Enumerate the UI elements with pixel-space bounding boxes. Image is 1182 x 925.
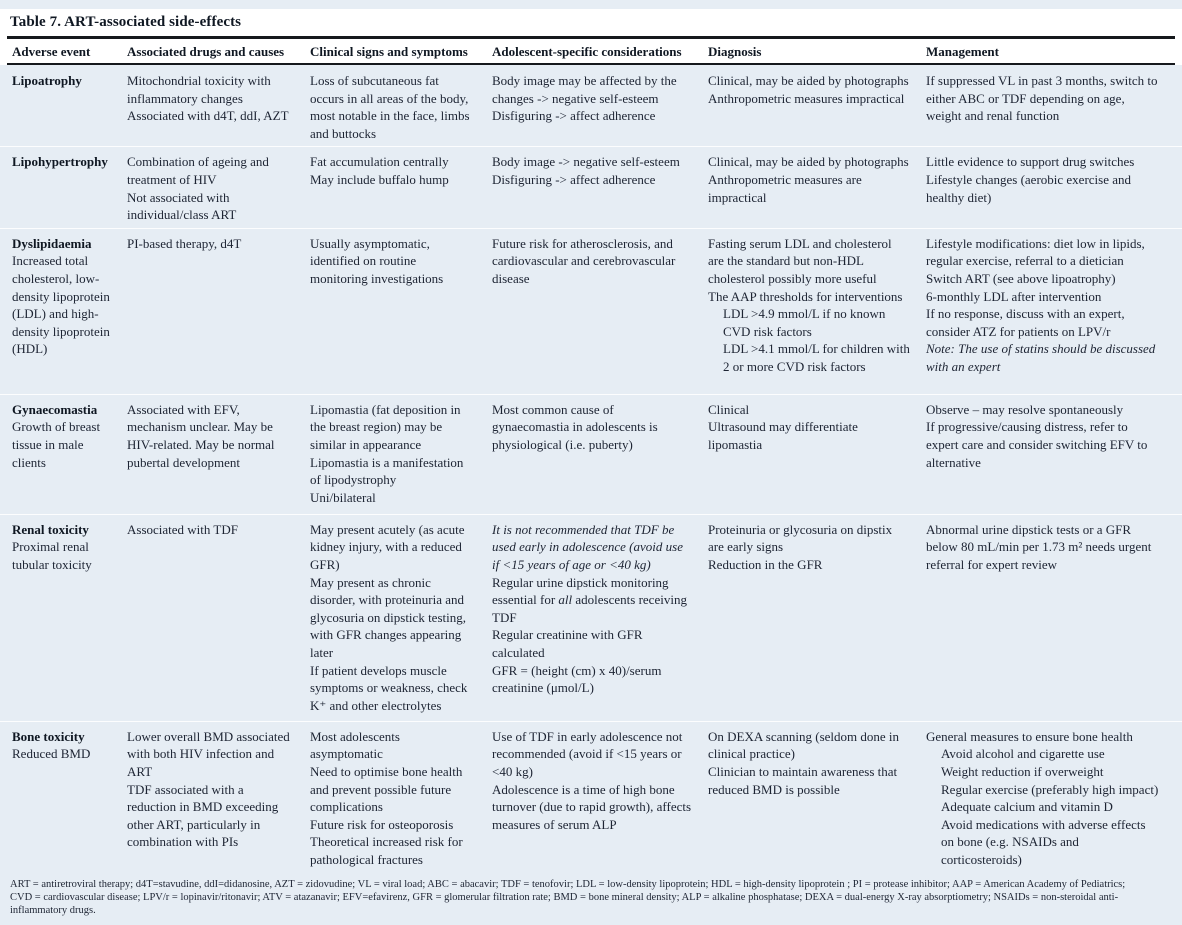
- cell-clinical-signs: [310, 401, 492, 510]
- text-line: Fat accumulation centrally: [310, 154, 449, 170]
- cell-diagnosis: [708, 728, 926, 869]
- table-row-lipohypertrophy: [0, 146, 1182, 227]
- text-line: Dyslipidaemia: [12, 235, 92, 251]
- cell-drugs-causes: [127, 153, 310, 223]
- footnote-line: CVD = cardiovascular disease; LPV/r = lopinavir/ritonavir; ATV = atazanavir; EFV=efavirenz, GFR = glomerular filtration rate; BMD = bone mineral density; ALP = alkaline phosphatase; DEXA = dual-energy X-ray absorptiometry; NSAIDs = non-steroidal anti-inflammatory drugs.: [10, 891, 1119, 916]
- text-line: May present acutely (as acute kidney injury, with a reduced GFR): [310, 521, 465, 572]
- text-line: Growth of breast tissue in male clients: [12, 419, 101, 470]
- text-line: Future risk for atherosclerosis, and cardiovascular and cerebrovascular disease: [492, 235, 676, 286]
- text-line: Little evidence to support drug switches: [926, 154, 1135, 170]
- text-line: Clinical: [708, 401, 750, 417]
- table-header-row: [0, 39, 1182, 63]
- table-footnotes: [0, 873, 1182, 925]
- cell-adverse-event: [12, 521, 127, 717]
- text-line: Loss of subcutaneous fat occurs in all areas of the body, most notable in the face, limbs and buttocks: [310, 73, 470, 141]
- text-line: Abnormal urine dipstick tests or a GFR below 80 mL/min per 1.73 m² needs urgent referral for expert review: [926, 521, 1152, 572]
- cell-management: [926, 521, 1176, 717]
- text-line: Switch ART (see above lipoatrophy): [926, 270, 1116, 286]
- cell-clinical-signs: [310, 521, 492, 717]
- text-line: Bone toxicity: [12, 728, 85, 744]
- cell-adverse-event: [12, 153, 127, 223]
- cell-drugs-causes: [127, 72, 310, 142]
- cell-clinical-signs: [310, 728, 492, 869]
- text-line: Lipoatrophy: [12, 73, 82, 88]
- text-line: Ultrasound may differentiate lipomastia: [708, 419, 858, 452]
- text-line: GFR = (height (cm) x 40)/serum creatinine (μmol/L): [492, 662, 662, 696]
- text-line: Clinical, may be aided by photographs: [708, 73, 909, 88]
- text-line: 6-monthly LDL after intervention: [926, 288, 1102, 304]
- text-line: Gynaecomastia: [12, 401, 98, 417]
- text-line: Regular exercise (preferably high impact): [941, 781, 1159, 797]
- text-line: Lipomastia (fat deposition in the breast region) may be similar in appearance: [310, 401, 461, 452]
- text-line: Most common cause of gynaecomastia in adolescents is physiological (i.e. puberty): [492, 401, 658, 452]
- text-line: If progressive/causing distress, refer to expert care and consider switching EFV to alternative: [926, 419, 1148, 470]
- text-line: May include buffalo hump: [310, 171, 449, 187]
- column-header-drugs-causes: Associated drugs and causes: [127, 44, 285, 59]
- text-line: Clinical, may be aided by photographs: [708, 154, 909, 170]
- text-line: Clinician to maintain awareness that reduced BMD is possible: [708, 763, 898, 797]
- cell-drugs-causes: [127, 728, 310, 869]
- cell-management: [926, 235, 1176, 390]
- cell-diagnosis: [708, 153, 926, 223]
- text-line: Renal toxicity: [12, 521, 89, 537]
- text-line: Lipomastia is a manifestation of lipodystrophy: [310, 454, 464, 488]
- cell-clinical-signs: [310, 235, 492, 390]
- text-line: Lifestyle changes (aerobic exercise and healthy diet): [926, 171, 1132, 205]
- text-line: Theoretical increased risk for pathological fractures: [310, 834, 463, 867]
- table-title-bar: [0, 9, 1182, 35]
- text-line: Body image -> negative self-esteem: [492, 154, 680, 170]
- cell-adverse-event: [12, 235, 127, 390]
- cell-management: [926, 401, 1176, 510]
- cell-diagnosis: [708, 72, 926, 142]
- text-line: Associated with TDF: [127, 521, 238, 537]
- column-header-diagnosis: Diagnosis: [708, 44, 762, 59]
- text-line: Proximal renal tubular toxicity: [12, 539, 92, 572]
- cell-adolescent-considerations: [492, 153, 708, 223]
- text-line: Body image may be affected by the changes -> negative self-esteem: [492, 73, 677, 106]
- text-line: Avoid alcohol and cigarette use: [941, 746, 1105, 762]
- table-title: Table 7. ART-associated side-effects: [10, 14, 242, 30]
- text-line: Adequate calcium and vitamin D: [941, 799, 1113, 815]
- text-line: Adolescence is a time of high bone turnover (due to rapid growth), affects measures of serum ALP: [492, 781, 692, 832]
- cell-management: [926, 72, 1176, 142]
- text-line: Lipohypertrophy: [12, 154, 108, 170]
- top-strip: [0, 0, 1182, 9]
- cell-adolescent-considerations: [492, 235, 708, 390]
- cell-adolescent-considerations: [492, 728, 708, 869]
- text-line: If patient develops muscle symptoms or weakness, check K⁺ and other electrolytes: [310, 662, 468, 713]
- table-row-gynaecomastia: [0, 394, 1182, 514]
- cell-diagnosis: [708, 235, 926, 390]
- text-line: If suppressed VL in past 3 months, switch to either ABC or TDF depending on age, weight and renal function: [926, 73, 1158, 124]
- text-line: Lifestyle modifications: diet low in lipids, regular exercise, referral to a dietician: [926, 235, 1145, 269]
- cell-adolescent-considerations: [492, 401, 708, 510]
- text-line: Avoid medications with adverse effects on bone (e.g. NSAIDs and corticosteroids): [941, 816, 1146, 867]
- text-line: Regular creatinine with GFR calculated: [492, 627, 643, 660]
- cell-drugs-causes: [127, 235, 310, 390]
- text-line: Anthropometric measures are impractical: [708, 171, 862, 205]
- text-line: Reduced BMD: [12, 746, 91, 762]
- text-line: Increased total cholesterol, low-density lipoprotein (LDL) and high-density lipoprotein (HDL): [12, 253, 110, 357]
- cell-management: [926, 728, 1176, 869]
- cell-diagnosis: [708, 521, 926, 717]
- cell-drugs-causes: [127, 521, 310, 717]
- text-line: TDF associated with a reduction in BMD exceeding other ART, particularly in combination with PIs: [127, 781, 279, 850]
- column-header-management: Management: [926, 44, 999, 59]
- text-line: Note: The use of statins should be discussed with an expert: [926, 341, 1156, 374]
- text-line: LDL >4.9 mmol/L if no known CVD risk factors: [723, 306, 886, 339]
- text-line: If no response, discuss with an expert, consider ATZ for patients on LPV/r: [926, 306, 1125, 339]
- cell-clinical-signs: [310, 72, 492, 142]
- cell-diagnosis: [708, 401, 926, 510]
- text-line: Lower overall BMD associated with both HIV infection and ART: [127, 728, 290, 779]
- text-line: Most adolescents asymptomatic: [310, 728, 400, 762]
- text-line: On DEXA scanning (seldom done in clinical practice): [708, 728, 900, 762]
- text-line: Anthropometric measures impractical: [708, 90, 905, 106]
- column-header-clinical-signs: Clinical signs and symptoms: [310, 44, 468, 59]
- table-row-dyslipidaemia: [0, 228, 1182, 394]
- text-line: Future risk for osteoporosis: [310, 816, 454, 832]
- text-line: Reduction in the GFR: [708, 556, 823, 572]
- text-line: LDL >4.1 mmol/L for children with 2 or more CVD risk factors: [723, 341, 910, 374]
- cell-drugs-causes: [127, 401, 310, 510]
- text-line: Fasting serum LDL and cholesterol are the standard but non-HDL cholesterol possibly more useful: [708, 235, 892, 286]
- text-line: Use of TDF in early adolescence not recommended (avoid if <15 years or <40 kg): [492, 728, 683, 779]
- cell-adolescent-considerations: [492, 72, 708, 142]
- text-line: Associated with d4T, ddI, AZT: [127, 108, 289, 124]
- text-line: May present as chronic disorder, with proteinuria and glycosuria on dipstick testing, with GFR changes appearing later: [310, 574, 466, 660]
- cell-management: [926, 153, 1176, 223]
- cell-adverse-event: [12, 401, 127, 510]
- column-header-adverse-event: Adverse event: [12, 44, 91, 59]
- text-line: Combination of ageing and treatment of HIV: [127, 154, 269, 187]
- text-line: General measures to ensure bone health: [926, 728, 1133, 744]
- text-line: PI-based therapy, d4T: [127, 235, 242, 251]
- footnote-line: ART = antiretroviral therapy; d4T=stavudine, ddI=didanosine, AZT = zidovudine; VL = viral load; ABC = abacavir; TDF = tenofovir; LDL = low-density lipoprotein; HDL = high-density lipoprotein ; PI = protease inhibitor; AAP = American Academy of Pediatrics;: [10, 878, 1126, 890]
- text-line: Regular urine dipstick monitoring essential for all adolescents receiving TDF: [492, 574, 687, 625]
- text-line: Not associated with individual/class ART: [127, 189, 237, 223]
- text-line: Disfiguring -> affect adherence: [492, 108, 656, 124]
- text-line: Usually asymptomatic, identified on routine monitoring investigations: [310, 235, 444, 286]
- text-line: Uni/bilateral: [310, 489, 376, 505]
- cell-clinical-signs: [310, 153, 492, 223]
- text-line: Need to optimise bone health and prevent possible future complications: [310, 763, 463, 815]
- text-line: Disfiguring -> affect adherence: [492, 171, 656, 187]
- text-line: Associated with EFV, mechanism unclear. May be HIV-related. May be normal pubertal development: [127, 401, 275, 470]
- cell-adolescent-considerations: [492, 521, 708, 717]
- text-line: Proteinuria or glycosuria on dipstix are early signs: [708, 521, 893, 555]
- text-line: Mitochondrial toxicity with inflammatory changes: [127, 73, 271, 106]
- table-row-bone-toxicity: [0, 721, 1182, 873]
- cell-adverse-event: [12, 728, 127, 869]
- column-header-adolescent-considerations: Adolescent-specific considerations: [492, 44, 682, 59]
- table-row-renal-toxicity: [0, 514, 1182, 721]
- table-body: [0, 65, 1182, 873]
- text-line: Observe – may resolve spontaneously: [926, 401, 1124, 417]
- text-line: The AAP thresholds for interventions: [708, 288, 903, 304]
- table-row-lipoatrophy: [0, 65, 1182, 146]
- text-line: It is not recommended that TDF be used early in adolescence (avoid use if <15 years of age or <40 kg): [492, 521, 683, 572]
- text-line: Weight reduction if overweight: [941, 763, 1104, 779]
- cell-adverse-event: [12, 72, 127, 142]
